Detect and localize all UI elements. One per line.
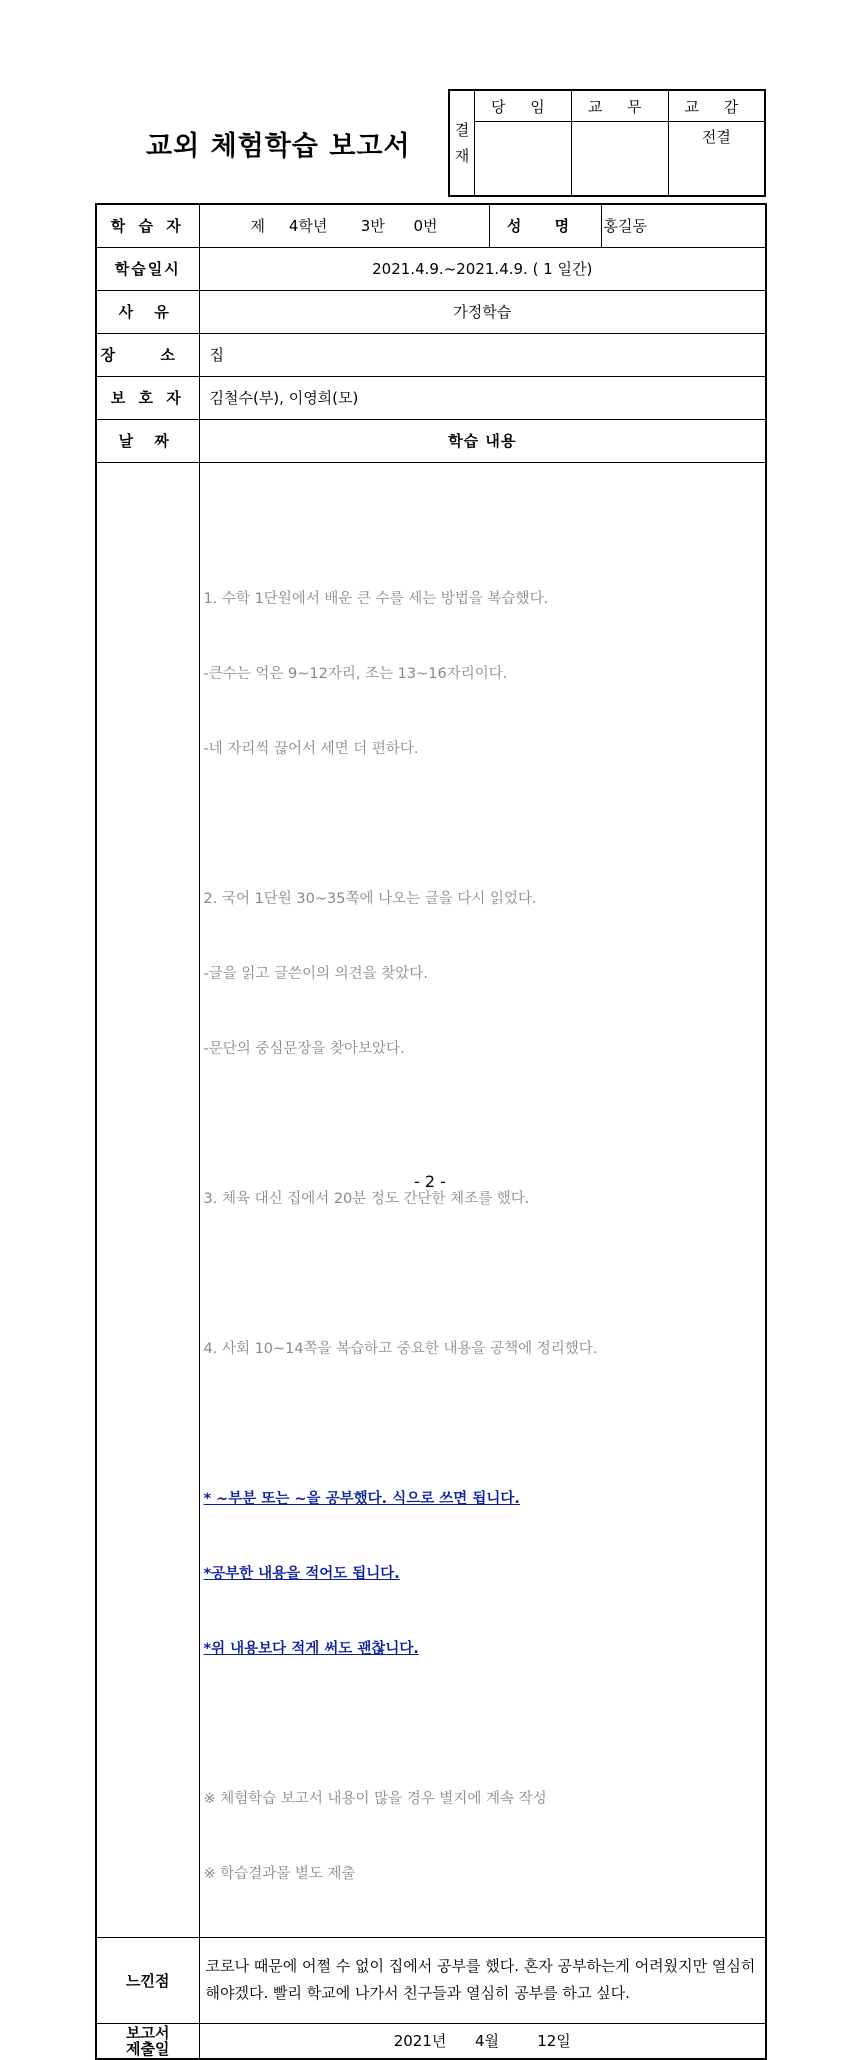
student-name: 홍길동	[601, 204, 766, 247]
content-cell	[199, 462, 766, 1937]
guardian-row	[96, 376, 766, 419]
student-grade: 4학년	[288, 217, 328, 236]
document-title: 교외 체험학습 보고서	[146, 131, 411, 162]
period-value: 2021.4.9.~2021.4.9. ( 1 일간)	[199, 247, 766, 290]
report-table	[95, 203, 767, 2060]
place-label: 장 소	[96, 333, 199, 376]
student-number: 0번	[413, 217, 438, 236]
approval-box	[448, 89, 766, 197]
guide-line: * ~부분 또는 ~을 공부했다. 식으로 쓰면 됩니다.	[203, 1490, 520, 1507]
content-line: -글을 읽고 글쓴이의 의견을 찾았다.	[203, 965, 428, 982]
submit-label-2: 제출일	[126, 2039, 170, 2058]
content-line-blank	[204, 1262, 766, 1287]
guardian-value: 김철수(부), 이영희(모)	[199, 376, 766, 419]
approval-side-label	[449, 90, 475, 196]
note-line: ※ 학습결과물 별도 제출	[203, 1865, 356, 1882]
name-label: 성 명	[489, 204, 601, 247]
submit-row	[96, 2023, 766, 2059]
learning-content	[200, 463, 766, 1937]
content-line: 4. 사회 10~14쪽을 복습하고 중요한 내용을 공책에 정리했다.	[203, 1340, 598, 1357]
student-prefix: 제	[250, 217, 266, 236]
submit-label-1: 보고서	[126, 2023, 170, 2042]
content-header-row	[96, 419, 766, 462]
approval-sign-vice-principal: 전결	[668, 122, 765, 197]
approval-side-label-2: 재	[454, 147, 470, 165]
approval-header-academic: 교 무	[571, 90, 668, 122]
approval-sign-homeroom	[475, 122, 572, 197]
submit-label	[96, 2023, 199, 2059]
content-line: 2. 국어 1단원 30~35쪽에 나오는 글을 다시 읽었다.	[203, 890, 537, 907]
page-number: - 2 -	[414, 1172, 446, 1191]
student-label: 학 습 자	[96, 204, 199, 247]
approval-side-label-1: 결	[454, 121, 470, 139]
guardian-label: 보 호 자	[96, 376, 199, 419]
student-class: 3반	[360, 217, 385, 236]
reason-row	[96, 290, 766, 333]
date-cell	[96, 462, 199, 1937]
content-line: 1. 수학 1단원에서 배운 큰 수를 세는 방법을 복습했다.	[203, 590, 549, 607]
content-line: -네 자리씩 끊어서 세면 더 편하다.	[203, 740, 419, 757]
content-line-blank	[204, 1412, 766, 1437]
guide-line: *공부한 내용을 적어도 됩니다.	[203, 1565, 400, 1582]
date-column-label: 날 짜	[96, 419, 199, 462]
feeling-text: 코로나 때문에 어쩔 수 없이 집에서 공부를 했다. 혼자 공부하는게 어려웠지만 열심히 해야겠다. 빨리 학교에 나가서 친구들과 열심히 공부를 하고 싶다.	[199, 1937, 766, 2023]
guide-line: *위 내용보다 적게 써도 괜찮니다.	[203, 1640, 419, 1657]
period-row	[96, 247, 766, 290]
period-label: 학습일시	[96, 247, 199, 290]
student-row	[96, 204, 766, 247]
content-line: -문단의 중심문장을 찾아보았다.	[203, 1040, 405, 1057]
content-column-label: 학습 내용	[199, 419, 766, 462]
content-line-blank	[204, 812, 766, 837]
submit-year: 2021년	[393, 2032, 447, 2051]
student-info	[199, 204, 489, 247]
content-row	[96, 462, 766, 1937]
approval-sign-academic	[571, 122, 668, 197]
approval-header-homeroom: 당 임	[475, 90, 572, 122]
note-line: ※ 체험학습 보고서 내용이 많을 경우 별지에 계속 작성	[203, 1790, 547, 1807]
approval-header-vice-principal: 교 감	[668, 90, 765, 122]
content-line: -큰수는 억은 9~12자리, 조는 13~16자리이다.	[203, 665, 508, 682]
submit-month: 4월	[475, 2032, 500, 2051]
reason-label: 사 유	[96, 290, 199, 333]
place-value: 집	[199, 333, 766, 376]
reason-value: 가정학습	[199, 290, 766, 333]
content-line-blank	[204, 1712, 766, 1737]
feeling-label: 느낀점	[96, 1937, 199, 2023]
feeling-row	[96, 1937, 766, 2023]
submit-date	[199, 2023, 766, 2059]
place-row	[96, 333, 766, 376]
submit-day: 12일	[537, 2032, 571, 2051]
content-line: 3. 체육 대신 집에서 20분 정도 간단한 체조를 했다.	[203, 1190, 530, 1207]
content-line-blank	[204, 1112, 766, 1137]
